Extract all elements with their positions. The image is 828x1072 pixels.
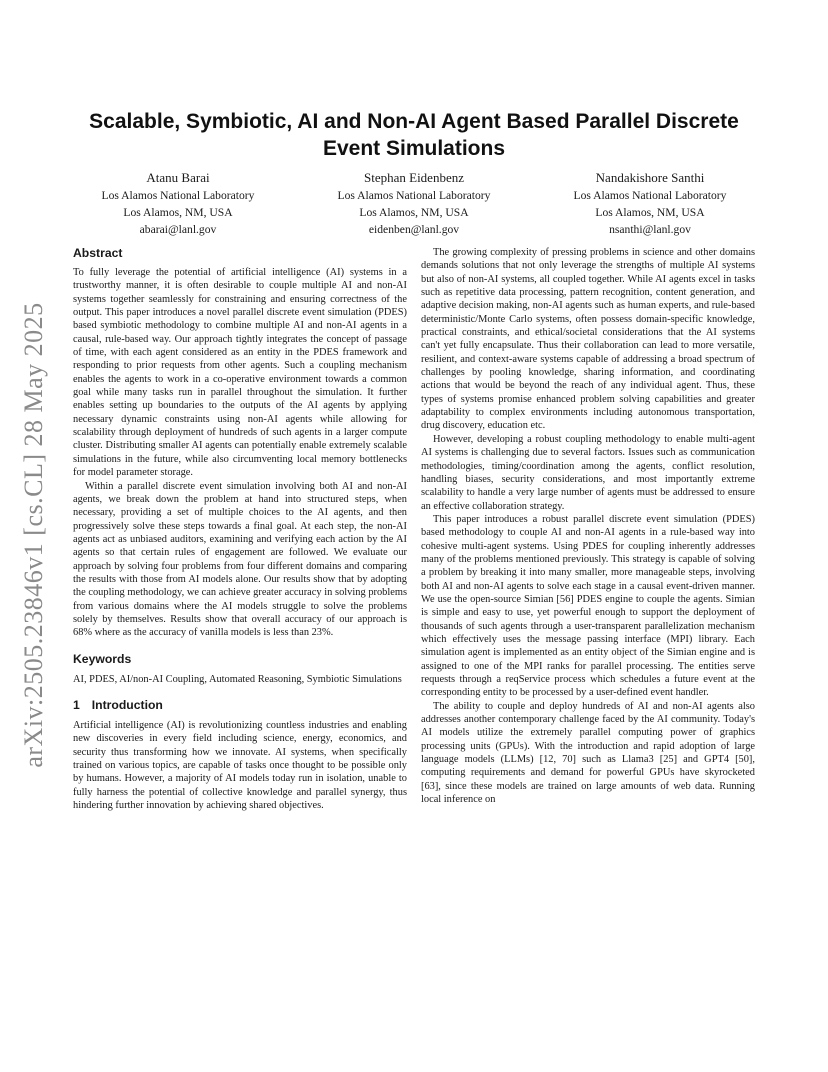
author-2: [296, 168, 532, 238]
author-affiliation: Los Alamos National Laboratory: [573, 189, 727, 202]
author-email: abarai@lanl.gov: [139, 223, 217, 236]
abstract-heading: Abstract: [73, 246, 123, 260]
right-column: [421, 246, 755, 806]
author-3: [532, 168, 768, 238]
author-affiliation: Los Alamos National Laboratory: [337, 189, 491, 202]
author-affiliation: Los Alamos National Laboratory: [101, 189, 255, 202]
keywords-heading: Keywords: [73, 651, 132, 666]
intro-paragraph-3: However, developing a robust coupling methodology to enable multi-agent AI systems is challenging due to several factors. Issues such as communication methodologies, timing/coordination among the agents, conflict resolution, handling biases, security considerations, and most importantly extreme scalability to handle a very large number of agents must be addressed to ensure an effective collaboration strategy.: [421, 433, 755, 512]
author-location: Los Alamos, NM, USA: [123, 206, 233, 219]
intro-paragraph-5: The ability to couple and deploy hundreds of AI and non-AI agents also addresses another contemporary challenge faced by the AI community. Today's AI models utilize the extremely parallel computing power of graphics processing units (GPUs). With the introduction and rapid adoption of large language models (LLMs) [12, 70] such as Llama3 [25] and GPT4 [50], computing requirements and demand for powerful GPUs have skyrocketed [63], since these models are trained on large amounts of web data. Running local inference on: [421, 700, 755, 806]
author-name: Stephan Eidenbenz: [364, 170, 464, 185]
author-location: Los Alamos, NM, USA: [359, 206, 469, 219]
author-1: [60, 168, 296, 238]
author-email: eidenben@lanl.gov: [368, 223, 460, 236]
left-column: [73, 246, 407, 812]
author-email: nsanthi@lanl.gov: [609, 223, 691, 236]
arxiv-stamp: [14, 295, 54, 775]
keywords-text: AI, PDES, AI/non-AI Coupling, Automated Reasoning, Symbiotic Simulations: [73, 673, 402, 685]
arxiv-stamp-text: arXiv:2505.23846v1 [cs.CL] 28 May 2025: [19, 302, 48, 768]
intro-paragraph-2: The growing complexity of pressing problems in science and other domains demands solutions that not only leverage the strengths of multiple AI systems but also of non-AI systems, all coupled together. While AI agents excel in tasks such as repetitive data processing, pattern recognition, content generation, and adaptive decision making, non-AI agents such as human experts, and rule-based deterministic/Monte Carlo systems, often possess domain-specific knowledge, practical constraints, and ethical/societal considerations that the AI systems can't yet fully encapsulate. Thus their collaboration can lead to more versatile, resilient, and context-aware systems capable of addressing a broad spectrum of challenges by pooling knowledge, sharing information, and coordinating actions that would be beyond the reach of any individual agent. Thus, these types of systems promise enhanced problem solving capabilities and greater adaptability to complex environments including autonomous transportation, drug discovery, education etc.: [421, 247, 755, 432]
section-number: 1: [73, 697, 80, 712]
paper-title: Scalable, Symbiotic, AI and Non-AI Agent Based Parallel Discrete Event Simulations: [89, 110, 739, 160]
introduction-heading: [73, 698, 407, 713]
author-location: Los Alamos, NM, USA: [595, 206, 705, 219]
section-title: Introduction: [91, 697, 163, 712]
author-name: Atanu Barai: [146, 170, 210, 185]
abstract-paragraph-1: To fully leverage the potential of artificial intelligence (AI) systems in a trustworthy manner, it is often desirable to couple multiple AI and non-AI systems together seamlessly for constraining and ensuring correctness of the output. This paper introduces a novel parallel discrete event simulation (PDES) based symbiotic methodology to combine multiple AI and non-AI agents in a causal, rule-based way. Our approach tightly integrates the concept of passage of time, with each agent considered as an entity in the PDES framework and responding to prior requests from other agents. Such a coupling mechanism enables the agents to work in a co-operative environment towards a common goal while many tasks run in parallel throughout the simulation. It further enables setting up boundaries to the outputs of the AI agents by applying necessary dynamic constraints using non-AI agents while allowing for scalability through deployment of hundreds of such agents in a larger compute cluster. Distributing smaller AI agents can potentially enable extremely scalable simulations in the future, while also circumventing local memory bottlenecks for model parameter storage.: [73, 267, 407, 479]
introduction-paragraph-1: Artificial intelligence (AI) is revolutionizing countless industries and enabling new discoveries in every field including science, energy, economics, and security thus transforming how we innovate. AI systems, when specifically trained on various topics, are capable of tasks once thought to be possible only by humans. However, a majority of AI models today run in isolation, unable to fully harness the potential of collective knowledge and parallel synergy, thus hindering further innovation by achieving shared objectives.: [73, 719, 407, 812]
author-name: Nandakishore Santhi: [595, 170, 705, 185]
intro-paragraph-4: This paper introduces a robust parallel discrete event simulation (PDES) based methodology to couple AI and non-AI agents in a rule-based way into cohesive multi-agent systems. Using PDES for coupling inherently addresses many of the problems mentioned previously. This strategy is capable of solving a problem by breaking it into many smaller, more manageable steps, involving both AI and non-AI agents to solve each stage in a causal event-driven manner. We use the open-source Simian [56] PDES engine to couple the agents. Simian is simple and easy to use, yet powerful enough to support the deployment of thousands of such agents through a user-transparent parallelization mechanism which effectively uses the message passing interface (MPI) library. Each simulation agent is implemented as an entity object of the Simian engine and is assigned to one of the MPI ranks for parallel processing. The entities serve requests through a reqService process which schedules a future event at the corresponding entity to be processed by a user-defined event handler.: [421, 513, 755, 699]
abstract-paragraph-2: Within a parallel discrete event simulation involving both AI and non-AI agents, we break down the problem at hand into structured steps, when necessary, providing a set of multiple choices to the AI agents, and then progressively solve these steps towards a final goal. At each step, the non-AI agents act as unbiased auditors, examining and verifying each action by the AI agents so that certain rules of engagement are followed. We evaluate our approach by solving four problems from four different domains and comparing the results with those from AI models alone. Our results show that by adopting the coupling methodology, we can achieve greater accuracy in solving problems from various domains where the AI models struggle to solve the problems solely by themselves. Results show that overall accuracy of our approach is 68% where as the accuracy of vanilla models is less than 23%.: [73, 480, 407, 639]
